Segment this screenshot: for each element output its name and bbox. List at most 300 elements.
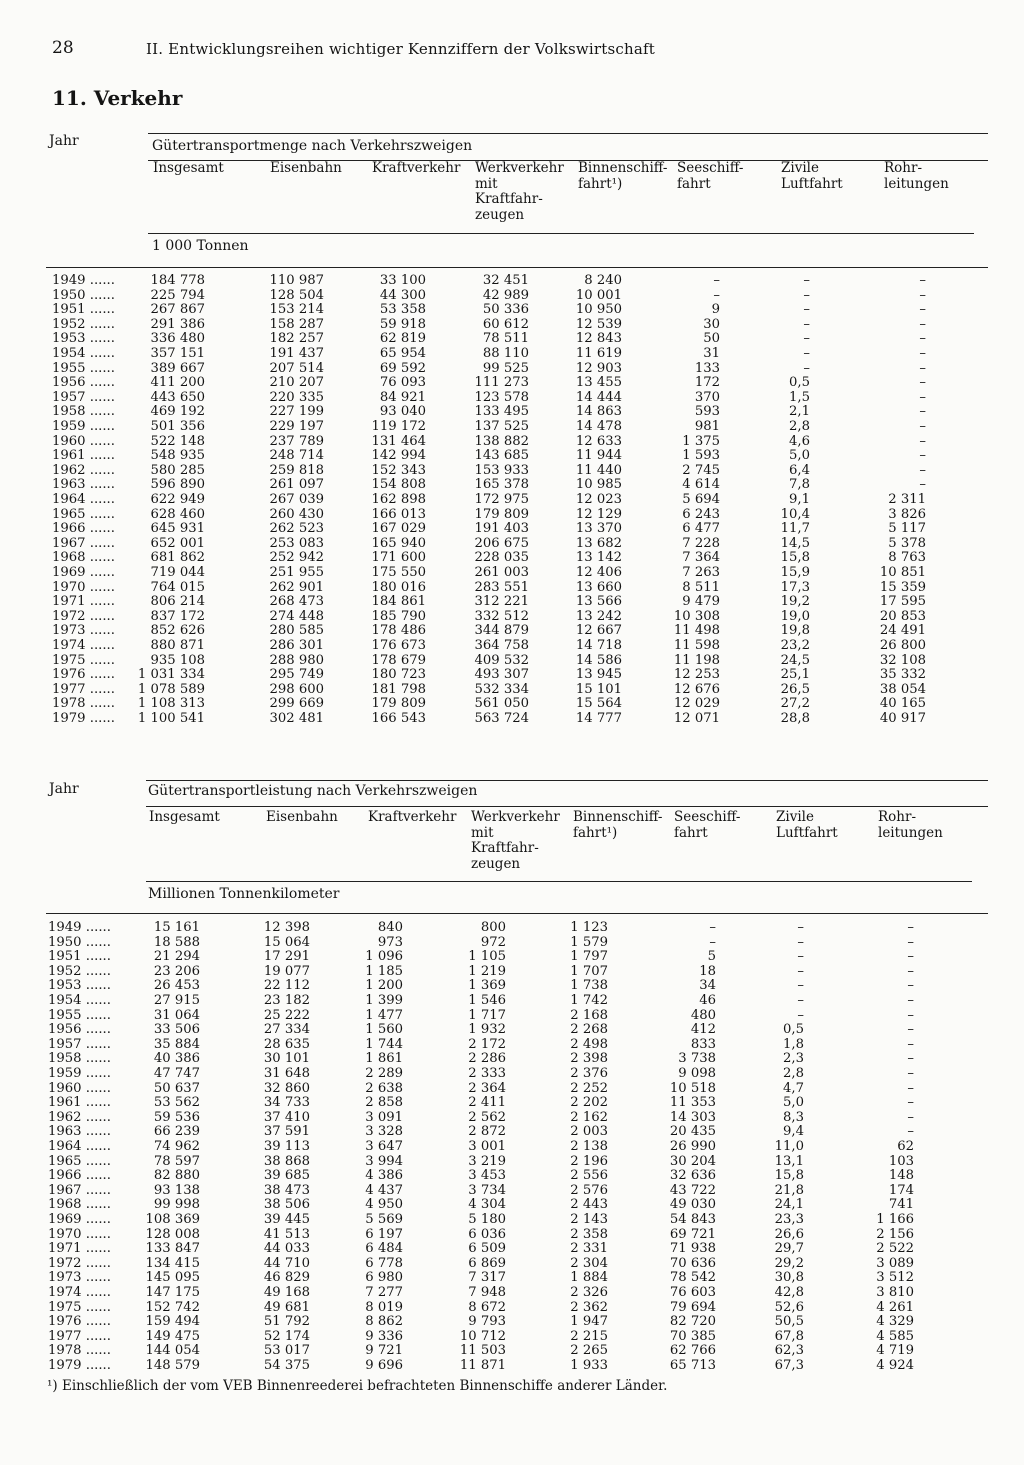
cell-year: 1953 ...... (48, 978, 111, 994)
cell-binnenschifffahrt: 1 707 (570, 963, 608, 979)
cell-eisenbahn: 44 033 (263, 1241, 310, 1257)
cell-werkverkehr: 123 578 (474, 389, 529, 405)
cell-year: 1953 ...... (52, 331, 115, 347)
cell-seeschifffahrt: 69 721 (669, 1226, 716, 1242)
cell-luftfahrt: 42,8 (774, 1285, 804, 1300)
cell-year: 1958 ...... (52, 404, 115, 420)
table-row (0, 464, 1024, 479)
cell-kraftverkehr: 152 343 (371, 462, 426, 478)
col-header-insgesamt: Insgesamt (153, 160, 224, 176)
cell-werkverkehr: 32 451 (482, 273, 529, 288)
cell-werkverkehr: 3 001 (468, 1139, 506, 1154)
table-row (0, 289, 1024, 304)
cell-binnenschifffahrt: 10 985 (575, 477, 622, 493)
cell-rohrleitungen: – (919, 448, 926, 464)
cell-binnenschifffahrt: 2 498 (570, 1036, 608, 1052)
cell-rohrleitungen: – (907, 963, 914, 979)
cell-kraftverkehr: 7 277 (365, 1285, 403, 1300)
table-row (0, 537, 1024, 552)
cell-year: 1973 ...... (48, 1270, 111, 1286)
cell-kraftverkehr: 171 600 (371, 550, 426, 566)
table-row (0, 274, 1024, 289)
cell-werkverkehr: 1 105 (468, 949, 506, 965)
cell-kraftverkehr: 3 647 (365, 1139, 403, 1154)
cell-binnenschifffahrt: 1 123 (570, 920, 608, 935)
cell-rohrleitungen: – (919, 389, 926, 405)
cell-kraftverkehr: 59 918 (379, 316, 426, 332)
top-rule (148, 133, 988, 134)
cell-luftfahrt: – (803, 302, 810, 318)
cell-seeschifffahrt: 5 694 (682, 492, 720, 507)
cell-rohrleitungen: 174 (888, 1182, 914, 1198)
cell-werkverkehr: 2 364 (468, 1080, 506, 1096)
cell-insgesamt: 336 480 (150, 331, 205, 347)
cell-kraftverkehr: 62 819 (379, 331, 426, 347)
table-row (0, 697, 1024, 712)
cell-werkverkehr: 332 512 (474, 608, 529, 624)
cell-binnenschifffahrt: 12 843 (575, 331, 622, 347)
cell-eisenbahn: 38 506 (263, 1197, 310, 1213)
cell-luftfahrt: 5,0 (789, 448, 810, 464)
cell-seeschifffahrt: 11 498 (673, 623, 720, 639)
cell-seeschifffahrt: 412 (690, 1022, 716, 1038)
table-row (0, 1271, 1024, 1286)
col-header-kraftverkehr: Kraftverkehr (368, 809, 457, 825)
cell-werkverkehr: 165 378 (474, 477, 529, 493)
cell-insgesamt: 719 044 (150, 565, 205, 580)
cell-luftfahrt: 29,2 (774, 1255, 804, 1271)
cell-eisenbahn: 182 257 (269, 331, 324, 347)
cell-kraftverkehr: 4 386 (365, 1168, 403, 1184)
cell-year: 1952 ...... (48, 963, 111, 979)
cell-year: 1956 ...... (52, 375, 115, 391)
cell-insgesamt: 59 536 (153, 1109, 200, 1125)
cell-rohrleitungen: – (907, 1080, 914, 1096)
col-header-rohrleitungen: Rohr- leitungen (878, 809, 943, 841)
cell-eisenbahn: 253 083 (269, 535, 324, 551)
cell-insgesamt: 133 847 (145, 1241, 200, 1257)
table-row (0, 1344, 1024, 1359)
cell-insgesamt: 645 931 (150, 521, 205, 537)
cell-werkverkehr: 972 (480, 934, 506, 950)
cell-year: 1964 ...... (52, 492, 115, 507)
table-row (0, 1009, 1024, 1024)
cell-insgesamt: 134 415 (145, 1255, 200, 1271)
cell-eisenbahn: 19 077 (263, 963, 310, 979)
cell-luftfahrt: 8,3 (783, 1109, 804, 1125)
cell-year: 1963 ...... (52, 477, 115, 493)
cell-binnenschifffahrt: 2 576 (570, 1182, 608, 1198)
cell-binnenschifffahrt: 2 215 (570, 1328, 608, 1344)
cell-insgesamt: 852 626 (150, 623, 205, 639)
cell-eisenbahn: 31 648 (263, 1066, 310, 1081)
cell-rohrleitungen: 148 (888, 1168, 914, 1184)
cell-werkverkehr: 78 511 (482, 331, 529, 347)
cell-werkverkehr: 60 612 (482, 316, 529, 332)
cell-binnenschifffahrt: 2 265 (570, 1343, 608, 1359)
cell-seeschifffahrt: 30 (703, 316, 720, 332)
cell-seeschifffahrt: 65 713 (669, 1358, 716, 1373)
cell-seeschifffahrt: 32 636 (669, 1168, 716, 1184)
table-row (0, 435, 1024, 450)
cell-luftfahrt: 7,8 (789, 477, 810, 493)
cell-insgesamt: 267 867 (150, 302, 205, 318)
cell-year: 1954 ...... (48, 993, 111, 1008)
table-row (0, 610, 1024, 625)
cell-rohrleitungen: – (919, 404, 926, 420)
cell-seeschifffahrt: 11 598 (673, 638, 720, 653)
cell-year: 1958 ...... (48, 1051, 111, 1067)
cell-binnenschifffahrt: 2 138 (570, 1139, 608, 1154)
cell-eisenbahn: 267 039 (269, 492, 324, 507)
cell-year: 1957 ...... (52, 389, 115, 405)
cell-luftfahrt: 15,8 (774, 1168, 804, 1184)
col-header-seeschifffahrt: Seeschiff- fahrt (677, 160, 744, 192)
cell-insgesamt: 522 148 (150, 433, 205, 449)
cell-werkverkehr: 3 453 (468, 1168, 506, 1184)
table-row (0, 1184, 1024, 1199)
cell-luftfahrt: 15,9 (780, 565, 810, 580)
cell-eisenbahn: 37 591 (263, 1124, 310, 1140)
cell-eisenbahn: 259 818 (269, 462, 324, 478)
cell-eisenbahn: 39 113 (263, 1139, 310, 1154)
cell-seeschifffahrt: – (713, 287, 720, 303)
table-row (0, 362, 1024, 377)
cell-seeschifffahrt: 79 694 (669, 1299, 716, 1315)
cell-eisenbahn: 23 182 (263, 993, 310, 1008)
cell-eisenbahn: 52 174 (263, 1328, 310, 1344)
cell-insgesamt: 443 650 (150, 389, 205, 405)
table-row (0, 936, 1024, 951)
cell-rohrleitungen: – (907, 1095, 914, 1111)
group-title: Gütertransportleistung nach Verkehrszweigen (148, 783, 478, 799)
cell-insgesamt: 357 151 (150, 346, 205, 361)
cell-rohrleitungen: 20 853 (879, 608, 926, 624)
cell-rohrleitungen: 3 512 (876, 1270, 914, 1286)
cell-binnenschifffahrt: 12 539 (575, 316, 622, 332)
cell-rohrleitungen: 26 800 (879, 638, 926, 653)
cell-year: 1961 ...... (52, 448, 115, 464)
cell-werkverkehr: 312 221 (474, 594, 529, 610)
cell-year: 1975 ...... (52, 652, 115, 668)
cell-kraftverkehr: 93 040 (379, 404, 426, 420)
cell-werkverkehr: 409 532 (474, 652, 529, 668)
cell-insgesamt: 128 008 (145, 1226, 200, 1242)
cell-rohrleitungen: – (919, 477, 926, 493)
cell-luftfahrt: 2,8 (783, 1066, 804, 1081)
cell-seeschifffahrt: 172 (694, 375, 720, 391)
cell-kraftverkehr: 1 200 (365, 978, 403, 994)
cell-insgesamt: 108 369 (145, 1212, 200, 1227)
table-row (0, 1315, 1024, 1330)
cell-seeschifffahrt: 18 (699, 963, 716, 979)
cell-eisenbahn: 12 398 (263, 920, 310, 935)
cell-werkverkehr: 1 717 (468, 1007, 506, 1023)
cell-eisenbahn: 295 749 (269, 667, 324, 683)
cell-luftfahrt: – (797, 934, 804, 950)
cell-insgesamt: 837 172 (150, 608, 205, 624)
cell-seeschifffahrt: 9 (711, 302, 720, 318)
cell-luftfahrt: 14,5 (780, 535, 810, 551)
cell-eisenbahn: 210 207 (269, 375, 324, 391)
cell-kraftverkehr: 181 798 (371, 681, 426, 697)
cell-year: 1951 ...... (52, 302, 115, 318)
cell-luftfahrt: 25,1 (780, 667, 810, 683)
cell-insgesamt: 596 890 (150, 477, 205, 493)
table-row (0, 1257, 1024, 1272)
cell-werkverkehr: 11 871 (459, 1358, 506, 1373)
cell-luftfahrt: 23,3 (774, 1212, 804, 1227)
cell-kraftverkehr: 8 019 (365, 1299, 403, 1315)
cell-kraftverkehr: 175 550 (371, 565, 426, 580)
cell-insgesamt: 411 200 (150, 375, 205, 391)
cell-rohrleitungen: 5 117 (888, 521, 926, 537)
cell-luftfahrt: – (797, 978, 804, 994)
cell-year: 1962 ...... (52, 462, 115, 478)
table-row (0, 950, 1024, 965)
cell-kraftverkehr: 1 399 (365, 993, 403, 1008)
cell-binnenschifffahrt: 1 579 (570, 934, 608, 950)
table-row (0, 712, 1024, 727)
cell-kraftverkehr: 162 898 (371, 492, 426, 507)
cell-seeschifffahrt: 11 198 (673, 652, 720, 668)
cell-kraftverkehr: 6 484 (365, 1241, 403, 1257)
table-row (0, 478, 1024, 493)
cell-werkverkehr: 800 (480, 920, 506, 935)
cell-werkverkehr: 1 546 (468, 993, 506, 1008)
cell-kraftverkehr: 9 721 (365, 1343, 403, 1359)
cell-kraftverkehr: 119 172 (371, 419, 426, 434)
cell-binnenschifffahrt: 14 478 (575, 419, 622, 434)
cell-binnenschifffahrt: 14 586 (575, 652, 622, 668)
cell-kraftverkehr: 180 016 (371, 579, 426, 595)
cell-insgesamt: 145 095 (145, 1270, 200, 1286)
cell-rohrleitungen: – (919, 273, 926, 288)
cell-seeschifffahrt: 34 (699, 978, 716, 994)
body-rule (46, 913, 988, 914)
cell-year: 1957 ...... (48, 1036, 111, 1052)
cell-rohrleitungen: 40 165 (879, 696, 926, 712)
cell-binnenschifffahrt: 12 633 (575, 433, 622, 449)
cell-insgesamt: 31 064 (153, 1007, 200, 1023)
cell-year: 1977 ...... (52, 681, 115, 697)
cell-eisenbahn: 30 101 (263, 1051, 310, 1067)
cell-rohrleitungen: 5 378 (888, 535, 926, 551)
cell-insgesamt: 389 667 (150, 360, 205, 376)
cell-year: 1968 ...... (48, 1197, 111, 1213)
cell-luftfahrt: 0,5 (783, 1022, 804, 1038)
cell-binnenschifffahrt: 2 143 (570, 1212, 608, 1227)
cell-luftfahrt: 19,8 (780, 623, 810, 639)
cell-luftfahrt: 21,8 (774, 1182, 804, 1198)
cell-werkverkehr: 2 333 (468, 1066, 506, 1081)
cell-luftfahrt: 67,8 (774, 1328, 804, 1344)
table-row (0, 551, 1024, 566)
cell-luftfahrt: 27,2 (780, 696, 810, 712)
table-row (0, 391, 1024, 406)
cell-luftfahrt: 30,8 (774, 1270, 804, 1286)
cell-insgesamt: 82 880 (153, 1168, 200, 1184)
cell-rohrleitungen: 38 054 (879, 681, 926, 697)
cell-eisenbahn: 27 334 (263, 1022, 310, 1038)
cell-werkverkehr: 1 219 (468, 963, 506, 979)
cell-insgesamt: 149 475 (145, 1328, 200, 1344)
cell-werkverkehr: 2 872 (468, 1124, 506, 1140)
cell-seeschifffahrt: 71 938 (669, 1241, 716, 1257)
cell-eisenbahn: 274 448 (269, 608, 324, 624)
cell-seeschifffahrt: 1 593 (682, 448, 720, 464)
cell-binnenschifffahrt: 2 202 (570, 1095, 608, 1111)
cell-year: 1965 ...... (52, 506, 115, 522)
cell-seeschifffahrt: 2 745 (682, 462, 720, 478)
cell-eisenbahn: 158 287 (269, 316, 324, 332)
cell-year: 1979 ...... (48, 1358, 111, 1373)
cell-rohrleitungen: 32 108 (879, 652, 926, 668)
cell-eisenbahn: 34 733 (263, 1095, 310, 1111)
cell-luftfahrt: – (797, 993, 804, 1008)
table-row (0, 347, 1024, 362)
cell-luftfahrt: 9,4 (783, 1124, 804, 1140)
cell-luftfahrt: 9,1 (789, 492, 810, 507)
cell-luftfahrt: 6,4 (789, 462, 810, 478)
table-row (0, 332, 1024, 347)
cell-rohrleitungen: 4 719 (876, 1343, 914, 1359)
cell-eisenbahn: 53 017 (263, 1343, 310, 1359)
cell-binnenschifffahrt: 2 003 (570, 1124, 608, 1140)
cell-werkverkehr: 7 948 (468, 1285, 506, 1300)
cell-seeschifffahrt: – (709, 920, 716, 935)
cell-year: 1959 ...... (52, 419, 115, 434)
cell-werkverkehr: 493 307 (474, 667, 529, 683)
col-header-werkverkehr: Werkverkehr mit Kraftfahr- zeugen (475, 160, 564, 223)
cell-luftfahrt: 23,2 (780, 638, 810, 653)
cell-eisenbahn: 38 473 (263, 1182, 310, 1198)
cell-seeschifffahrt: – (709, 934, 716, 950)
cell-werkverkehr: 9 793 (468, 1314, 506, 1330)
col-header-werkverkehr: Werkverkehr mit Kraftfahr- zeugen (471, 809, 560, 872)
cell-werkverkehr: 172 975 (474, 492, 529, 507)
col-header-eisenbahn: Eisenbahn (266, 809, 338, 825)
cell-rohrleitungen: – (907, 1022, 914, 1038)
cell-seeschifffahrt: 12 029 (673, 696, 720, 712)
cell-year: 1954 ...... (52, 346, 115, 361)
group-title: Gütertransportmenge nach Verkehrszweigen (152, 138, 473, 154)
cell-werkverkehr: 2 286 (468, 1051, 506, 1067)
cell-seeschifffahrt: 833 (690, 1036, 716, 1052)
cell-kraftverkehr: 184 861 (371, 594, 426, 610)
table-row (0, 1155, 1024, 1170)
cell-year: 1955 ...... (48, 1007, 111, 1023)
cell-luftfahrt: 4,6 (789, 433, 810, 449)
cell-insgesamt: 21 294 (153, 949, 200, 965)
cell-luftfahrt: 2,8 (789, 419, 810, 434)
cell-year: 1967 ...... (48, 1182, 111, 1198)
cell-eisenbahn: 260 430 (269, 506, 324, 522)
cell-insgesamt: 652 001 (150, 535, 205, 551)
cell-werkverkehr: 261 003 (474, 565, 529, 580)
cell-seeschifffahrt: 6 477 (682, 521, 720, 537)
cell-insgesamt: 152 742 (145, 1299, 200, 1315)
cell-kraftverkehr: 3 091 (365, 1109, 403, 1125)
jahr-label: Jahr (49, 133, 79, 149)
cell-eisenbahn: 280 585 (269, 623, 324, 639)
cell-werkverkehr: 7 317 (468, 1270, 506, 1286)
cell-rohrleitungen: 4 585 (876, 1328, 914, 1344)
cell-binnenschifffahrt: 13 370 (575, 521, 622, 537)
cell-rohrleitungen: – (907, 1036, 914, 1052)
cell-kraftverkehr: 5 569 (365, 1212, 403, 1227)
cell-werkverkehr: 561 050 (474, 696, 529, 712)
cell-werkverkehr: 11 503 (459, 1343, 506, 1359)
cell-seeschifffahrt: 12 071 (673, 711, 720, 726)
cell-year: 1949 ...... (52, 273, 115, 288)
table-row (0, 1023, 1024, 1038)
cell-seeschifffahrt: 8 511 (682, 579, 720, 595)
cell-kraftverkehr: 180 723 (371, 667, 426, 683)
cell-binnenschifffahrt: 11 944 (575, 448, 622, 464)
cell-eisenbahn: 15 064 (263, 934, 310, 950)
cell-year: 1961 ...... (48, 1095, 111, 1111)
cell-binnenschifffahrt: 10 001 (575, 287, 622, 303)
cell-eisenbahn: 261 097 (269, 477, 324, 493)
cell-insgesamt: 93 138 (153, 1182, 200, 1198)
cell-eisenbahn: 54 375 (263, 1358, 310, 1373)
cell-seeschifffahrt: 49 030 (669, 1197, 716, 1213)
cell-year: 1971 ...... (48, 1241, 111, 1257)
cell-kraftverkehr: 9 336 (365, 1328, 403, 1344)
col-header-luftfahrt: Zivile Luftfahrt (776, 809, 838, 841)
cell-eisenbahn: 220 335 (269, 389, 324, 405)
cell-binnenschifffahrt: 13 455 (575, 375, 622, 391)
cell-insgesamt: 47 747 (153, 1066, 200, 1081)
section-title: 11. Verkehr (52, 86, 183, 110)
cell-luftfahrt: 4,7 (783, 1080, 804, 1096)
cell-binnenschifffahrt: 2 326 (570, 1285, 608, 1300)
cell-werkverkehr: 4 304 (468, 1197, 506, 1213)
cell-werkverkehr: 206 675 (474, 535, 529, 551)
cell-insgesamt: 74 962 (153, 1139, 200, 1154)
cell-insgesamt: 681 862 (150, 550, 205, 566)
cell-insgesamt: 53 562 (153, 1095, 200, 1111)
cell-eisenbahn: 298 600 (269, 681, 324, 697)
cell-binnenschifffahrt: 1 933 (570, 1358, 608, 1373)
cell-seeschifffahrt: 11 353 (669, 1095, 716, 1111)
cell-luftfahrt: 67,3 (774, 1358, 804, 1373)
cell-rohrleitungen: – (919, 419, 926, 434)
table-row (0, 1067, 1024, 1082)
cell-eisenbahn: 17 291 (263, 949, 310, 965)
cell-eisenbahn: 153 214 (269, 302, 324, 318)
cell-kraftverkehr: 166 013 (371, 506, 426, 522)
cell-eisenbahn: 49 681 (263, 1299, 310, 1315)
cell-seeschifffahrt: 7 364 (682, 550, 720, 566)
cell-insgesamt: 225 794 (150, 287, 205, 303)
cell-binnenschifffahrt: 11 440 (575, 462, 622, 478)
cell-kraftverkehr: 167 029 (371, 521, 426, 537)
cell-rohrleitungen: – (919, 316, 926, 332)
cell-werkverkehr: 111 273 (474, 375, 529, 391)
cell-luftfahrt: 1,8 (783, 1036, 804, 1052)
cell-kraftverkehr: 1 185 (365, 963, 403, 979)
cell-luftfahrt: 24,5 (780, 652, 810, 668)
cell-werkverkehr: 137 525 (474, 419, 529, 434)
cell-binnenschifffahrt: 2 268 (570, 1022, 608, 1038)
cell-binnenschifffahrt: 12 129 (575, 506, 622, 522)
cell-kraftverkehr: 176 673 (371, 638, 426, 653)
cell-werkverkehr: 99 525 (482, 360, 529, 376)
cell-kraftverkehr: 69 592 (379, 360, 426, 376)
cell-luftfahrt: 50,5 (774, 1314, 804, 1330)
